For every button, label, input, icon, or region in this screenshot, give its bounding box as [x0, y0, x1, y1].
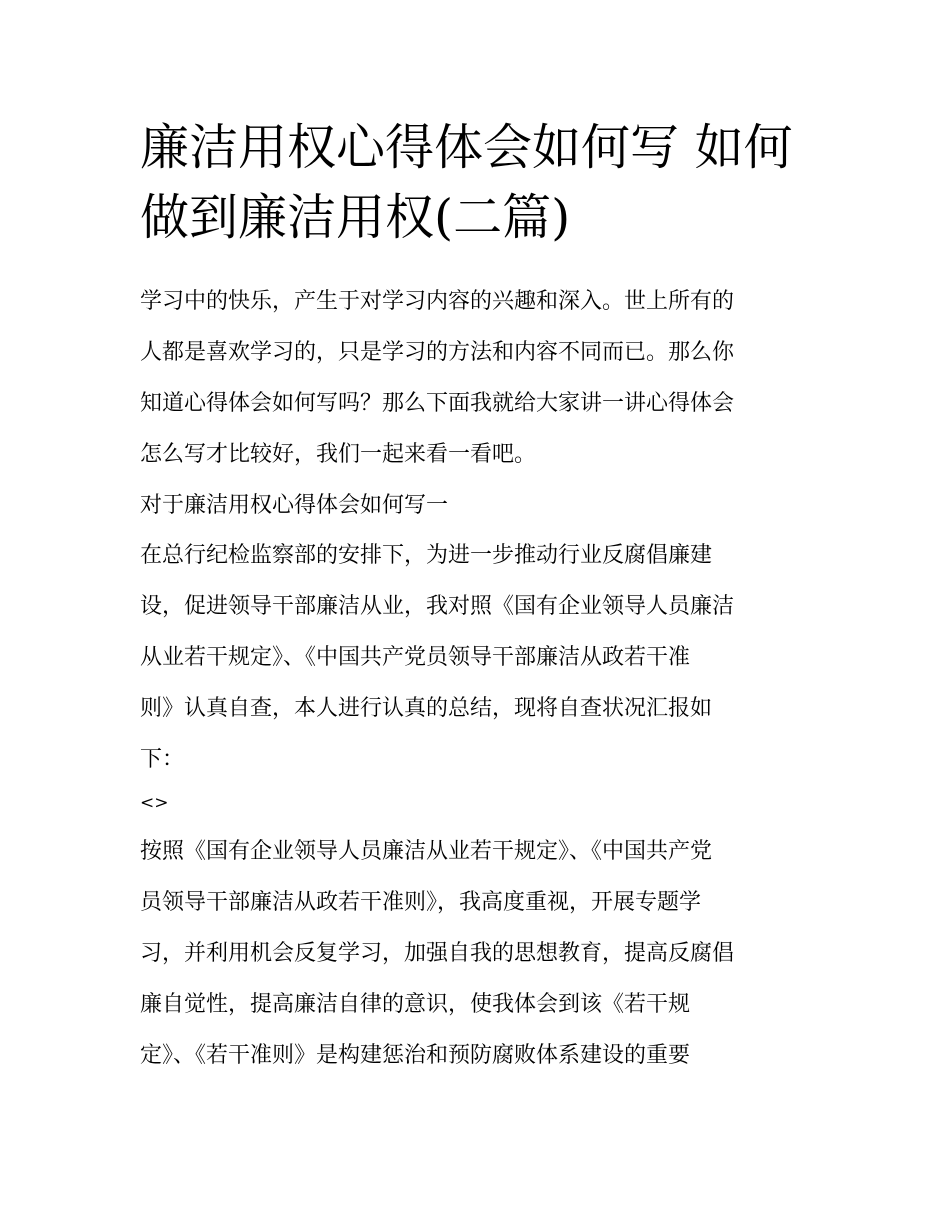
para2-line-4: 廉自觉性，提高廉洁自律的意识，使我体会到该《若干规	[140, 992, 691, 1017]
intro-paragraph	[140, 276, 820, 480]
intro-line-3: 知道心得体会如何写吗？那么下面我就给大家讲一讲心得体会	[140, 391, 735, 416]
para1-line-2: 设，促进领导干部廉洁从业，我对照《国有企业领导人员廉洁	[140, 594, 735, 619]
para1-line-5: 下：	[140, 747, 185, 772]
paragraph-2	[140, 826, 820, 1081]
para2-line-5: 定》、《若干准则》是构建惩治和预防腐败体系建设的重要	[140, 1043, 691, 1068]
intro-line-1: 学习中的快乐，产生于对学习内容的兴趣和深入。世上所有的	[140, 289, 735, 314]
marker-text: <>	[140, 793, 169, 813]
section-heading	[140, 480, 820, 531]
paragraph-1	[140, 530, 820, 785]
title-line-1: 廉洁用权心得体会如何写 如何	[140, 119, 793, 176]
section-marker	[140, 778, 820, 829]
para2-line-2: 员领导干部廉洁从政若干准则》，我高度重视，开展专题学	[140, 890, 702, 915]
intro-line-2: 人都是喜欢学习的，只是学习的方法和内容不同而已。那么你	[140, 340, 735, 365]
document-title	[140, 113, 820, 253]
para2-line-3: 习，并利用机会反复学习，加强自我的思想教育，提高反腐倡	[140, 941, 735, 966]
section-heading-text: 对于廉洁用权心得体会如何写一	[140, 493, 449, 518]
para1-line-1: 在总行纪检监察部的安排下，为进一步推动行业反腐倡廉建	[140, 543, 713, 568]
para1-line-4: 则》认真自查，本人进行认真的总结，现将自查状况汇报如	[140, 696, 713, 721]
title-line-2: 做到廉洁用权(二篇)	[140, 189, 571, 246]
para1-line-3: 从业若干规定》、《中国共产党员领导干部廉洁从政若干准	[140, 645, 691, 670]
para2-line-1: 按照《国有企业领导人员廉洁从业若干规定》、《中国共产党	[140, 839, 713, 864]
intro-line-4: 怎么写才比较好，我们一起来看一看吧。	[140, 442, 537, 467]
